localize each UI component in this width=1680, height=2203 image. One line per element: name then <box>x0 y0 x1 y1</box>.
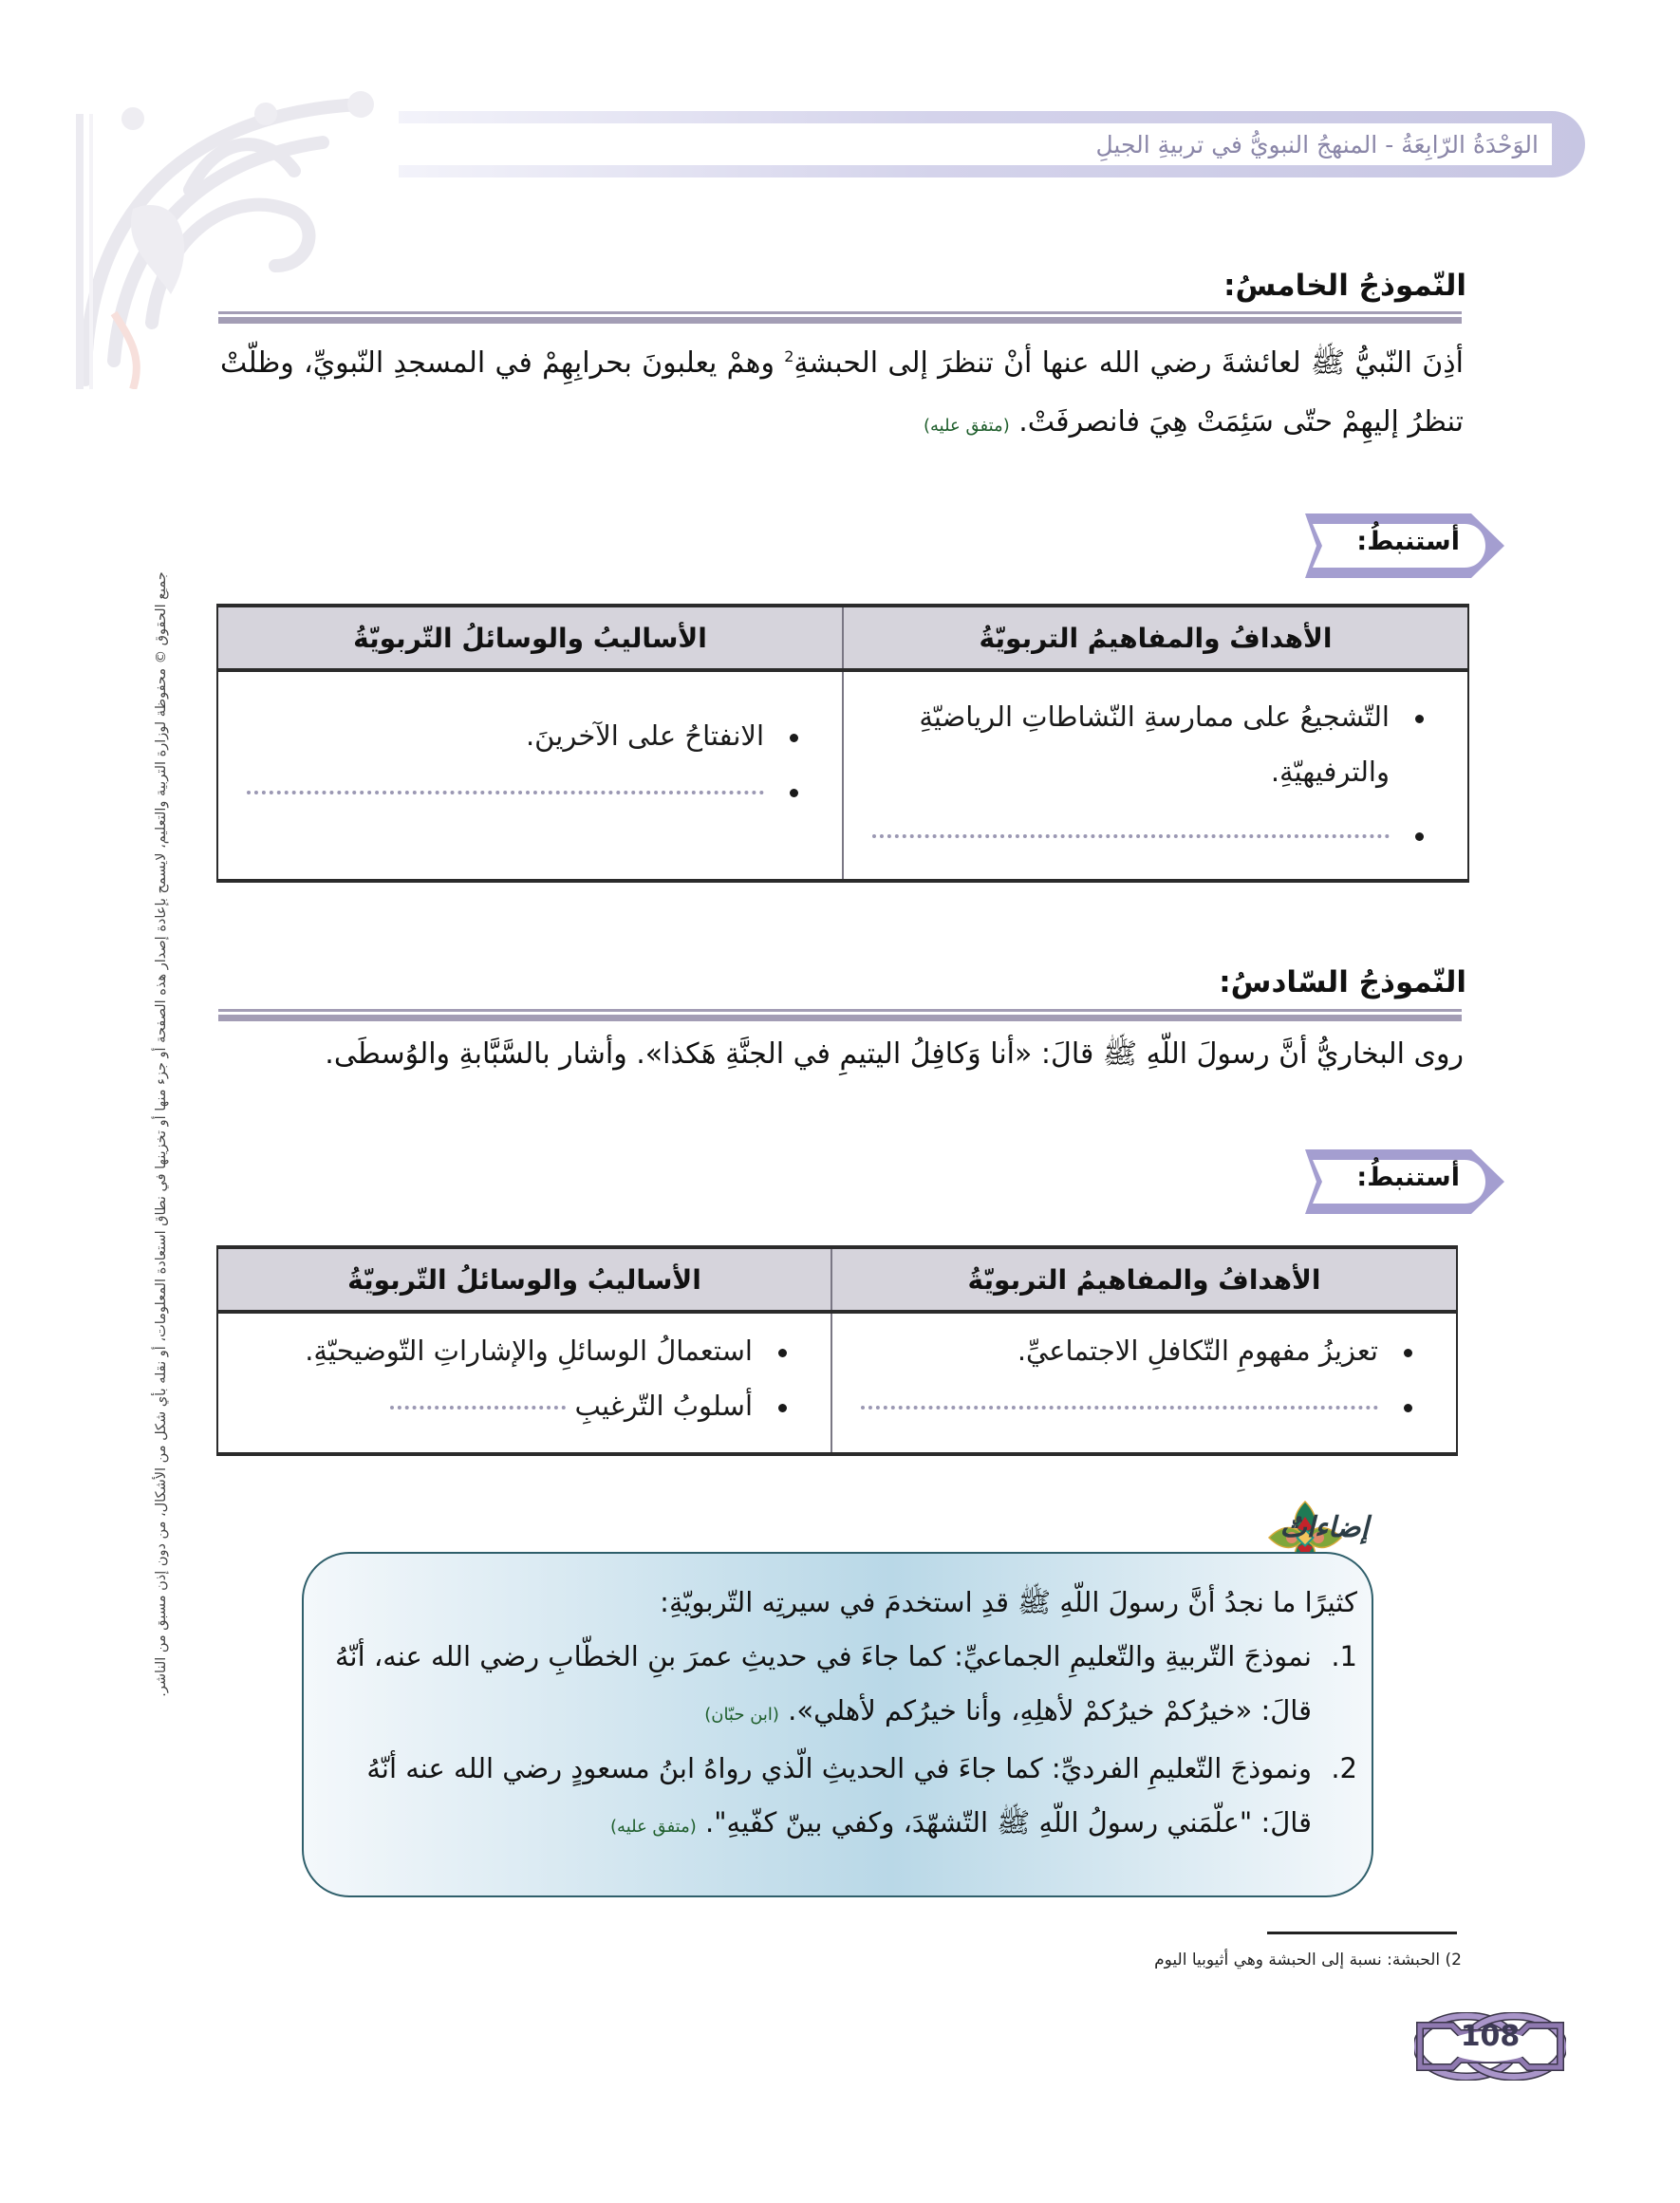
copyright-notice <box>147 551 176 1718</box>
methods-cell <box>217 670 843 881</box>
copyright-text: جميع الحقوق © محفوظة لوزارة التربية والتعليم، لايسمح بإعادة إصدار هذه الصفحة أو جزء منها أو تخزينها في نطاق استعادة المعلومات، أو نقله بأي شكل من الأشكال، من دون إذن مسبق من الناشر. <box>154 571 169 1697</box>
footnote-divider <box>1267 1932 1457 1934</box>
method-blank-item[interactable] <box>247 763 802 818</box>
fill-in-blank[interactable] <box>861 1406 1378 1410</box>
fill-in-blank[interactable] <box>872 834 1390 838</box>
model6-text: روى البخاريُّ أنَّ رسولَ اللّهِ ﷺ قالَ: «أنا وَكافِلُ اليتيمِ في الجنَّةِ هَكذا». وأشار بالسَّبَّابةِ والوُسطَى. <box>325 1037 1464 1071</box>
model6-title: النّموذجُ السّادسُ: <box>1219 965 1466 999</box>
model6-table <box>216 1245 1458 1456</box>
item-citation: (ابن حبّان) <box>704 1705 779 1725</box>
model5-table <box>216 604 1469 883</box>
idaat-item <box>323 1742 1357 1854</box>
estanbet-label: أستنبطُ: <box>1356 1163 1460 1192</box>
idaat-content <box>323 1576 1357 1854</box>
method-item: الانفتاحُ على الآخرينَ. <box>247 708 802 763</box>
method-item: استعمالُ الوسائلِ والإشاراتِ التّوضيحيّةِ. <box>247 1323 791 1378</box>
item-text: نموذجَ التّربيةِ والتّعليمِ الجماعيِّ: كما جاءَ في حديثِ عمرَ بنِ الخطّابِ رضي الله عنه، أنّهُ قالَ: «خيرُكمْ خيرُكمْ لأهلِهِ، وأنا خيرُكم لأهلي». <box>334 1640 1312 1727</box>
estanbet-tag-2 <box>1296 1144 1509 1220</box>
fill-in-blank[interactable] <box>247 791 764 794</box>
goal-blank-item[interactable] <box>861 1378 1416 1433</box>
footnote-ref[interactable]: 2 <box>784 347 794 365</box>
footnote: 2) الحبشة: نسبة إلى الحبشة وهي أثيوبيا اليوم <box>1154 1951 1462 1970</box>
estanbet-tag-1 <box>1296 508 1509 584</box>
methods-header: الأساليبُ والوسائلُ التّربويّةُ <box>217 1247 831 1312</box>
item-citation: (متفق عليه) <box>610 1817 697 1837</box>
unit-header-band <box>399 111 1585 177</box>
item-text: ونموذجَ التّعليمِ الفرديِّ: كما جاءَ في الحديثِ الّذي رواهُ ابنُ مسعودٍ رضي الله عنه أنّهُ قالَ: "علّمَني رسولُ اللّهِ ﷺ التّشهّدَ، وكفي بينّ كفّيهِ". <box>366 1752 1312 1839</box>
item-number: 1. <box>1331 1640 1357 1672</box>
goal-item: تعزيزُ مفهومِ التّكافلِ الاجتماعيِّ. <box>861 1323 1416 1378</box>
methods-cell <box>217 1312 831 1454</box>
unit-header-inner <box>384 123 1552 165</box>
goal-item: التّشجيعُ على ممارسةِ النّشاطاتِ الرياضيّةِ والترفيهيّةِ. <box>872 689 1428 799</box>
model6-divider <box>218 1009 1462 1021</box>
idaat-title: إضاءاتٌ <box>1279 1511 1369 1544</box>
estanbet-label: أستنبطُ: <box>1356 527 1460 556</box>
idaat-intro: كثيرًا ما نجدُ أنَّ رسولَ اللّهِ ﷺ قدِ استخدمَ في سيرتِه التّربويّةِ: <box>660 1586 1357 1618</box>
idaat-list <box>323 1630 1357 1854</box>
goals-header: الأهدافُ والمفاهيمُ التربويّةُ <box>843 606 1468 670</box>
methods-header: الأساليبُ والوسائلُ التّربويّةُ <box>217 606 843 670</box>
goals-header: الأهدافُ والمفاهيمُ التربويّةُ <box>831 1247 1457 1312</box>
model5-citation: (متفق عليه) <box>923 416 1010 436</box>
item-number: 2. <box>1331 1752 1357 1784</box>
model5-divider <box>218 311 1462 324</box>
idaat-item <box>323 1630 1357 1742</box>
page-number: 108 <box>1460 2020 1521 2053</box>
goals-cell <box>843 670 1468 881</box>
method-text: أسلوبُ التّرغيبِ <box>574 1390 753 1422</box>
unit-title: الوَحْدَةُ الرّابِعَةُ - المنهجُ النبويُّ في تربيةِ الجيلِ <box>1095 130 1539 159</box>
model5-text-part2: وهمْ يعلبونَ بحرابِهِمْ في المسجدِ النّبويِّ، وظلّتْ تنظرُ إليهِمْ حتّى سَئِمَتْ هِيَ فانصرفَتْ. <box>220 346 1464 439</box>
goals-cell <box>831 1312 1457 1454</box>
goal-blank-item[interactable] <box>872 807 1428 862</box>
method-item <box>247 1378 791 1433</box>
fill-in-blank[interactable] <box>390 1406 566 1410</box>
model5-text <box>220 327 1464 456</box>
model5-title: النّموذجُ الخامسُ: <box>1223 269 1466 303</box>
model5-text-part1: أذِنَ النّبيُّ ﷺ لعائشةَ رضي الله عنها أنْ تنظرَ إلى الحبشةِ <box>793 346 1464 380</box>
